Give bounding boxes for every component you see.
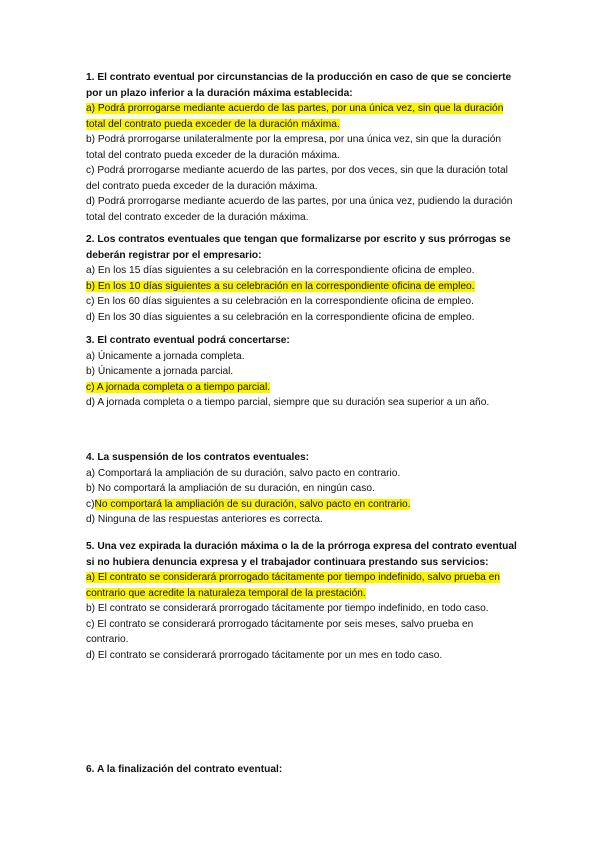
question-1-title: 1. El contrato eventual por circunstancias de la producción en caso de que se concierte por un plazo inferior a la duración máxima establecida: [86, 72, 512, 99]
question-1 [86, 70, 518, 225]
question-5-option-a [86, 570, 518, 601]
question-2 [86, 232, 518, 325]
question-2-option-a: a) En los 15 días siguientes a su celebración en la correspondiente oficina de empleo. [86, 265, 475, 276]
option-text: c) A jornada completa o a tiempo parcial. [86, 381, 271, 393]
option-text: a) El contrato se considerará prorrogado tácitamente por tiempo indefinido, salvo prueba en contrario que acredite la naturaleza temporal de la prestación. [86, 572, 500, 599]
question-6-title: 6. A la finalización del contrato eventual: [86, 764, 283, 775]
question-4 [86, 450, 518, 528]
option-prefix: c) [86, 498, 95, 510]
question-1-option-b: b) Podrá prorrogarse unilateralmente por la empresa, por una única vez, sin que la duración total del contrato pueda exceder de la duración máxima. [86, 134, 502, 161]
question-3-option-b: b) Únicamente a jornada parcial. [86, 366, 234, 377]
question-5-option-d: d) El contrato se considerará prorrogado tácitamente por un mes en todo caso. [86, 649, 443, 661]
question-2-option-d: d) En los 30 días siguientes a su celebración en la correspondiente oficina de empleo. [86, 311, 475, 323]
option-text: No comportará la ampliación de su duración, salvo pacto en contrario. [94, 498, 411, 510]
question-3-option-c [86, 380, 518, 396]
question-2-option-b [86, 279, 518, 295]
question-2-title: 2. Los contratos eventuales que tengan que formalizarse por escrito y sus prórrogas se deberán registrar por el empresario: [86, 234, 511, 261]
question-4-option-c [86, 497, 518, 513]
question-4-option-b: b) No comportará la ampliación de su duración, en ningún caso. [86, 483, 375, 494]
question-3-option-d: d) A jornada completa o a tiempo parcial, siempre que su duración sea superior a un año. [86, 397, 490, 408]
question-2-option-c: c) En los 60 días siguientes a su celebración en la correspondiente oficina de empleo. [86, 296, 474, 307]
question-3-title: 3. El contrato eventual podrá concertarse: [86, 335, 290, 346]
option-text: a) Podrá prorrogarse mediante acuerdo de las partes, por una única vez, sin que la duración total del contrato pueda exceder de la duración máxima. [86, 103, 504, 130]
question-3-option-a: a) Únicamente a jornada completa. [86, 350, 245, 362]
question-1-option-d: d) Podrá prorrogarse mediante acuerdo de las partes, por una única vez, pudiendo la duración total del contrato exceder de la duración máxima. [86, 196, 513, 223]
question-6 [86, 762, 518, 778]
question-5-option-c: c) El contrato se considerará prorrogado tácitamente por seis meses, salvo prueba en contrario. [86, 618, 474, 645]
question-5-option-b: b) El contrato se considerará prorrogado tácitamente por tiempo indefinido, en todo caso. [86, 603, 489, 614]
question-1-option-a [86, 101, 518, 132]
option-text: b) En los 10 días siguientes a su celebración en la correspondiente oficina de empleo. [86, 280, 475, 292]
question-5-title: 5. Una vez expirada la duración máxima o la de la prórroga expresa del contrato eventual si no hubiera denuncia expresa y el trabajador continuara prestando sus servicios: [86, 541, 517, 568]
question-3 [86, 333, 518, 411]
question-5 [86, 539, 518, 663]
question-4-option-a: a) Comportará la ampliación de su duración, salvo pacto en contrario. [86, 467, 401, 479]
question-4-title: 4. La suspensión de los contratos eventuales: [86, 452, 310, 463]
question-1-option-c: c) Podrá prorrogarse mediante acuerdo de las partes, por dos veces, sin que la duración total del contrato pueda exceder de la duración máxima. [86, 165, 508, 192]
question-4-option-d: d) Ninguna de las respuestas anteriores es correcta. [86, 514, 323, 525]
